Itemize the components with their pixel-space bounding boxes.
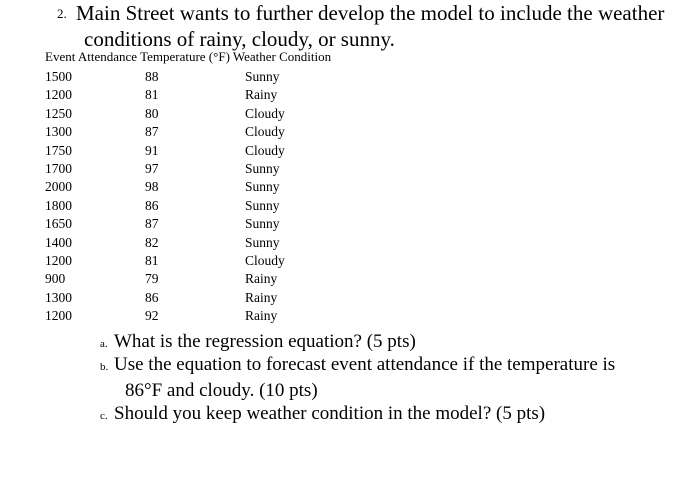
subquestion-a-text: What is the regression equation? (5 pts) <box>114 331 416 352</box>
subquestion-b-letter: b. <box>100 361 109 373</box>
cell-attendance: 1800 <box>45 197 72 213</box>
cell-weather-condition: Rainy <box>245 87 278 103</box>
cell-temperature: 81 <box>145 253 159 269</box>
table-row <box>45 270 345 288</box>
cell-attendance: 1750 <box>45 142 72 158</box>
cell-temperature: 87 <box>145 124 159 140</box>
cell-attendance: 1300 <box>45 124 72 140</box>
subquestion-b-text-line-2: 86°F and cloudy. (10 pts) <box>125 380 318 401</box>
cell-attendance: 2000 <box>45 179 72 195</box>
cell-temperature: 82 <box>145 234 159 250</box>
table-row <box>45 289 345 307</box>
table-row <box>45 307 345 325</box>
question-number: 2. <box>57 6 67 21</box>
table-row <box>45 123 345 141</box>
cell-attendance: 900 <box>45 271 66 287</box>
cell-attendance: 1250 <box>45 105 72 121</box>
subquestion-a-letter: a. <box>100 338 108 350</box>
question-text <box>76 0 676 52</box>
cell-temperature: 80 <box>145 105 159 121</box>
table-row <box>45 234 345 252</box>
subquestion-b-text-line-1: Use the equation to forecast event attendance if the temperature is <box>114 354 616 375</box>
cell-temperature: 79 <box>145 271 159 287</box>
cell-weather-condition: Sunny <box>245 197 280 213</box>
cell-attendance: 1400 <box>45 234 72 250</box>
subquestion-b <box>100 353 680 402</box>
cell-temperature: 86 <box>145 197 159 213</box>
cell-weather-condition: Cloudy <box>245 124 285 140</box>
cell-attendance: 1650 <box>45 216 72 232</box>
cell-temperature: 98 <box>145 179 159 195</box>
cell-weather-condition: Sunny <box>245 161 280 177</box>
cell-attendance: 1200 <box>45 87 72 103</box>
cell-weather-condition: Cloudy <box>245 142 285 158</box>
cell-attendance: 1500 <box>45 69 72 84</box>
cell-weather-condition: Cloudy <box>245 253 285 269</box>
cell-attendance: 1700 <box>45 161 72 177</box>
cell-temperature: 97 <box>145 161 159 177</box>
cell-weather-condition: Cloudy <box>245 105 285 121</box>
cell-attendance: 1200 <box>45 253 72 269</box>
table-header: Event Attendance Temperature (°F) Weather Condition <box>45 49 332 64</box>
table-row <box>45 105 345 123</box>
table-row <box>45 142 345 160</box>
cell-temperature: 92 <box>145 308 159 324</box>
cell-attendance: 1300 <box>45 289 72 305</box>
table-body <box>45 68 345 326</box>
cell-temperature: 87 <box>145 216 159 232</box>
cell-weather-condition: Sunny <box>245 179 280 195</box>
cell-weather-condition: Rainy <box>245 271 278 287</box>
subquestion-c-letter: c. <box>100 410 108 422</box>
cell-attendance: 1200 <box>45 308 72 324</box>
subquestion-c-text: Should you keep weather condition in the model? (5 pts) <box>114 403 546 424</box>
cell-temperature: 81 <box>145 87 159 103</box>
cell-weather-condition: Sunny <box>245 234 280 250</box>
table-row <box>45 86 345 104</box>
cell-temperature: 88 <box>145 69 159 84</box>
table-row <box>45 197 345 215</box>
cell-weather-condition: Rainy <box>245 308 278 324</box>
cell-weather-condition: Rainy <box>245 289 278 305</box>
table-row <box>45 160 345 178</box>
cell-weather-condition: Sunny <box>245 216 280 232</box>
cell-temperature: 91 <box>145 142 159 158</box>
table-row <box>45 252 345 270</box>
question-text-line-1: Main Street wants to further develop the model to include the weather <box>76 1 665 25</box>
data-table <box>45 68 345 326</box>
subquestion-c <box>100 402 680 428</box>
table-row <box>45 178 345 196</box>
cell-weather-condition: Sunny <box>245 69 280 84</box>
question-text-line-2: conditions of rainy, cloudy, or sunny. <box>84 27 395 51</box>
table-row <box>45 215 345 233</box>
table-row <box>45 68 345 86</box>
cell-temperature: 86 <box>145 289 159 305</box>
